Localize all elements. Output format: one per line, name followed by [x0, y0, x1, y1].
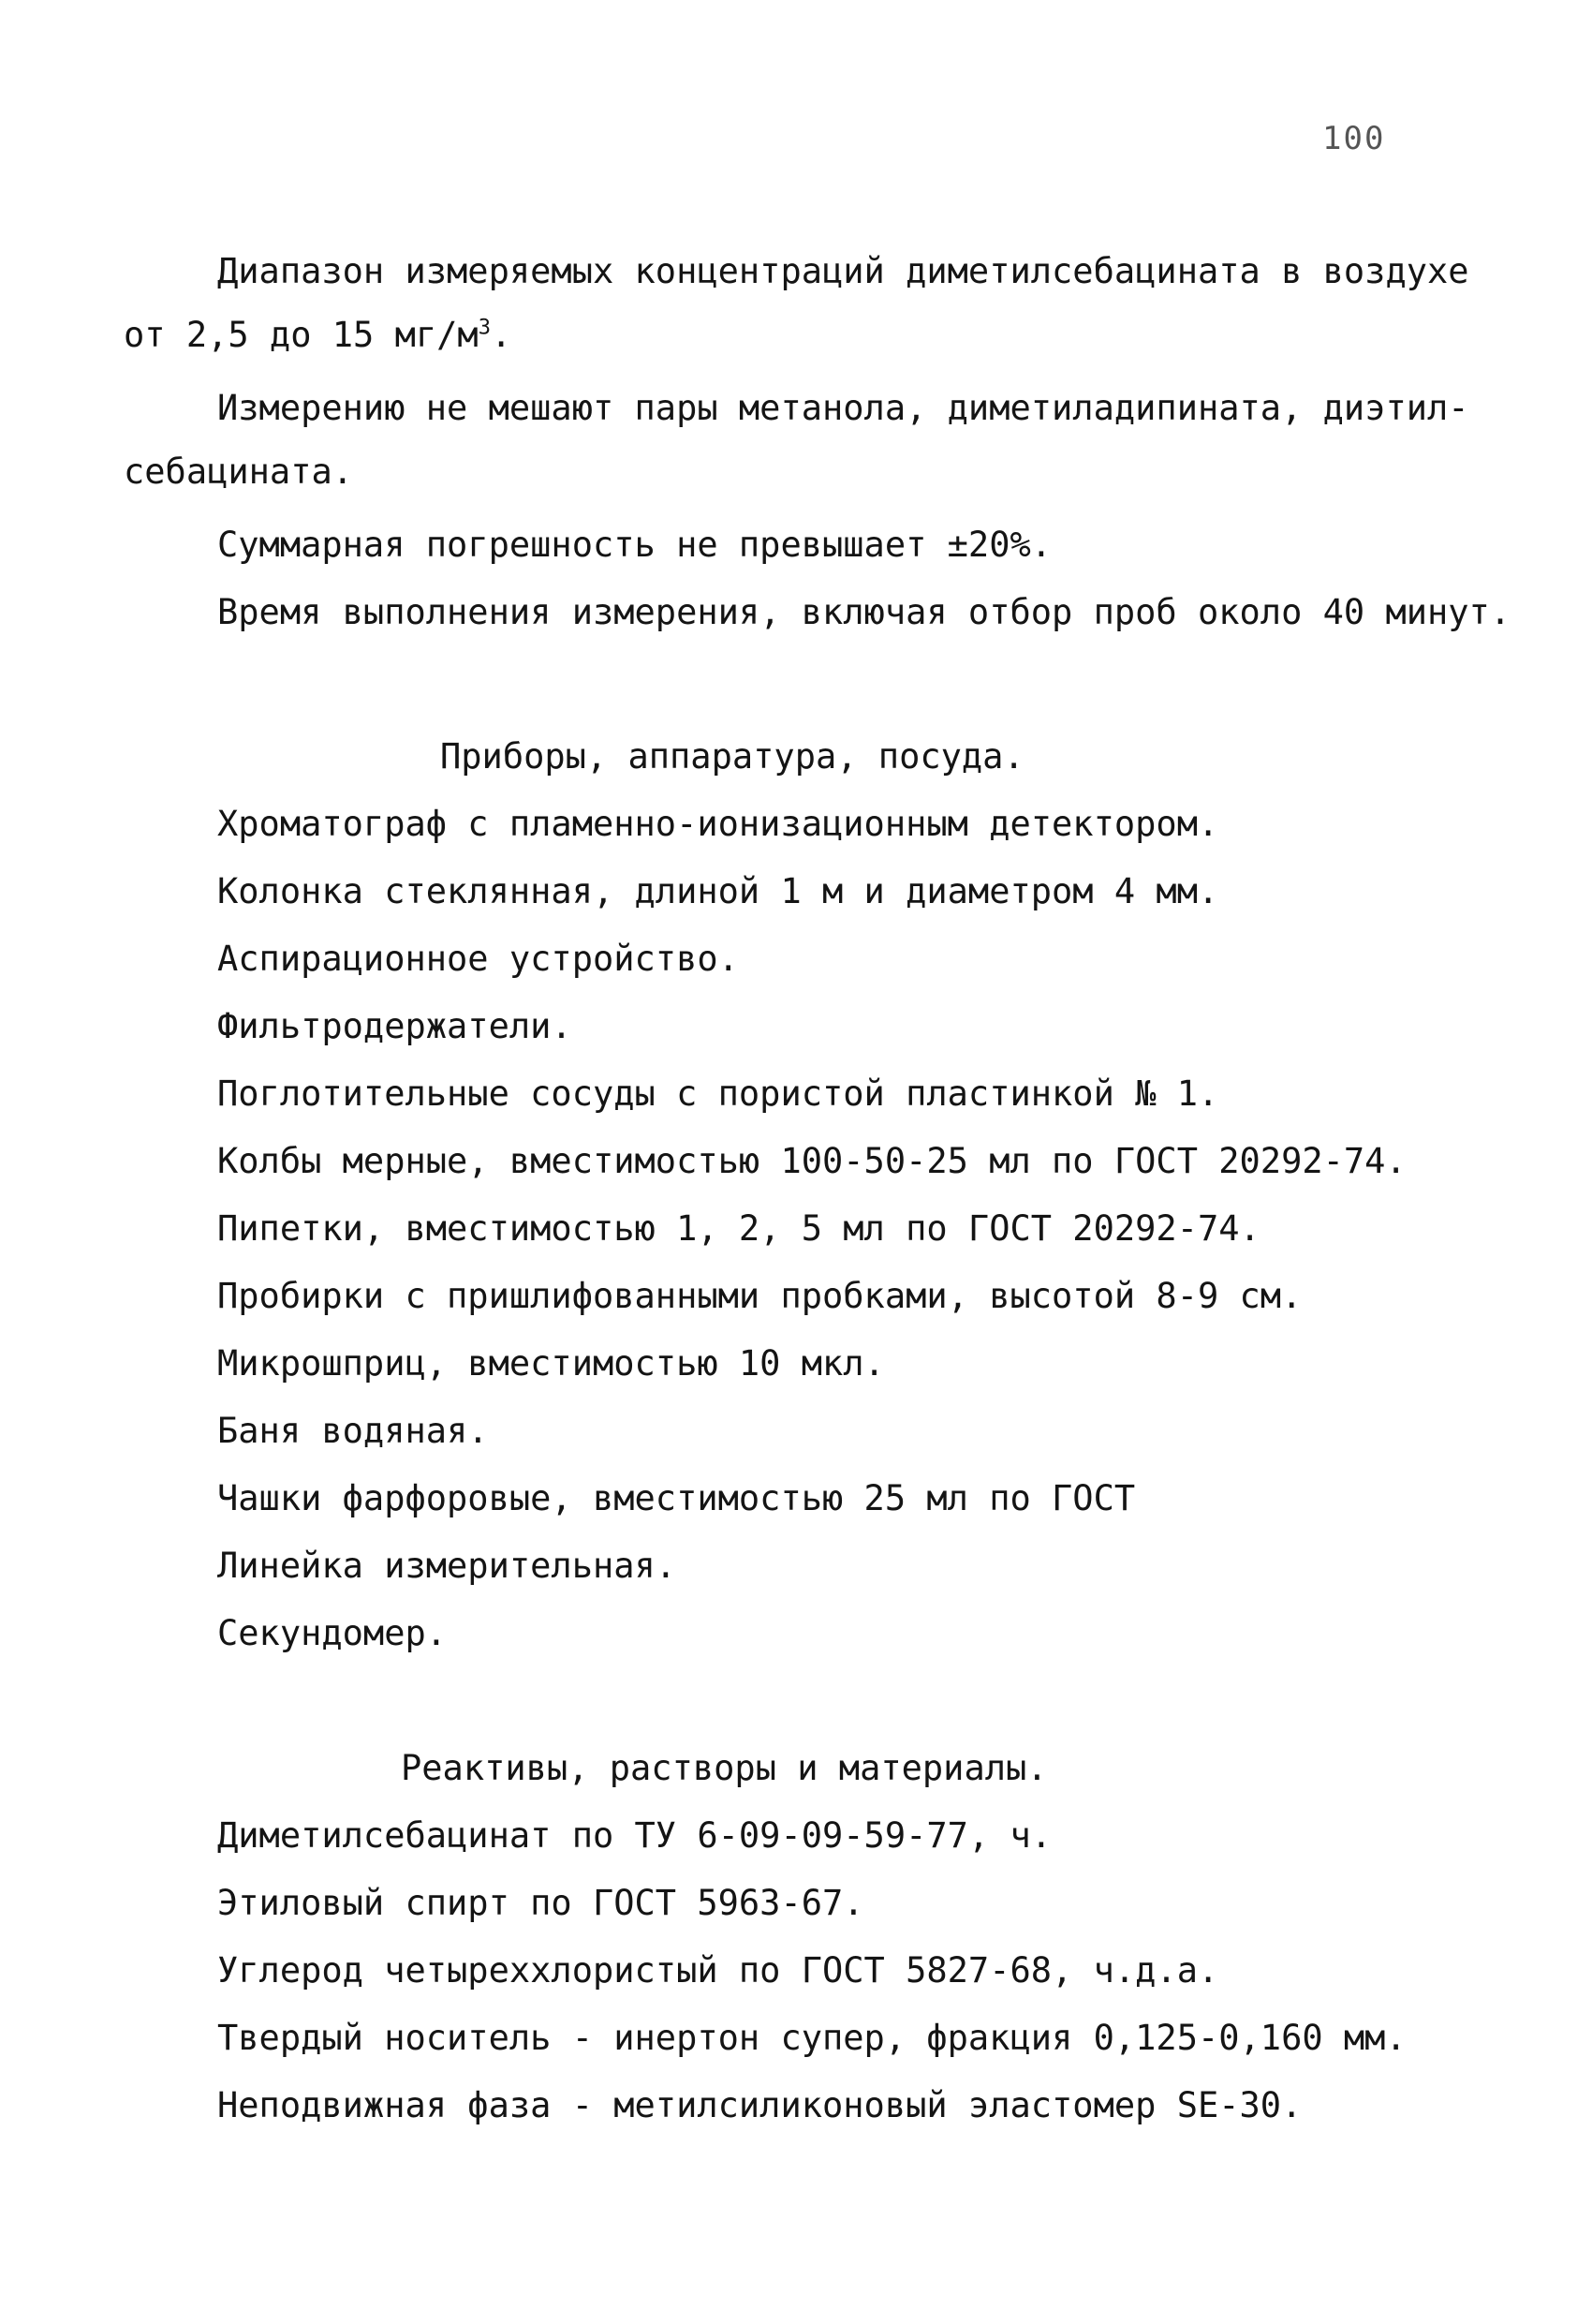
equipment-item: Пипетки, вместимостью 1, 2, 5 мл по ГОСТ 20292-74.	[217, 1208, 1260, 1249]
range-line-2	[124, 315, 511, 355]
equipment-item: Колбы мерные, вместимостью 100-50-25 мл по ГОСТ 20292-74.	[217, 1141, 1407, 1181]
equipment-item: Чашки фарфоровые, вместимостью 25 мл по ГОСТ	[217, 1478, 1136, 1518]
equipment-item: Микрошприц, вместимостью 10 мкл.	[217, 1343, 885, 1384]
range-value: от 2,5 до 15 мг/м	[124, 315, 479, 355]
reagent-item: Этиловый спирт по ГОСТ 5963-67.	[217, 1883, 864, 1923]
reagent-item: Твердый носитель - инертон супер, фракция 0,125-0,160 мм.	[217, 2018, 1407, 2058]
equipment-item: Колонка стеклянная, длиной 1 м и диаметром 4 мм.	[217, 871, 1219, 911]
equipment-item: Баня водяная.	[217, 1411, 489, 1451]
equipment-item: Секундомер.	[217, 1613, 448, 1653]
reagents-heading: Реактивы, растворы и материалы.	[401, 1748, 1048, 1788]
equipment-item: Хроматограф с пламенно-ионизационным детектором.	[217, 804, 1219, 844]
range-line-1: Диапазон измеряемых концентраций диметилсебацината в воздухе	[217, 251, 1469, 291]
error-line: Суммарная погрешность не превышает ±20%.	[217, 525, 1053, 565]
reagent-item: Неподвижная фаза - метилсиликоновый эластомер SE-30.	[217, 2085, 1303, 2125]
interference-line-1: Измерению не мешают пары метанола, диметиладипината, диэтил-	[217, 388, 1469, 428]
range-exponent: 3	[478, 316, 491, 340]
equipment-item: Фильтродержатели.	[217, 1006, 572, 1046]
time-line: Время выполнения измерения, включая отбор проб около 40 минут.	[217, 592, 1511, 632]
range-suffix: .	[490, 315, 512, 355]
reagent-item: Диметилсебацинат по ТУ 6-09-09-59-77, ч.	[217, 1815, 1053, 1856]
equipment-item: Поглотительные сосуды с пористой пластинкой № 1.	[217, 1073, 1219, 1114]
reagent-item: Углерод четыреххлористый по ГОСТ 5827-68, ч.д.а.	[217, 1950, 1219, 1991]
equipment-item: Аспирационное устройство.	[217, 939, 739, 979]
equipment-heading: Приборы, аппаратура, посуда.	[440, 736, 1024, 777]
equipment-item: Пробирки с пришлифованными пробками, высотой 8-9 см.	[217, 1276, 1303, 1316]
page-number: 100	[1322, 120, 1386, 157]
interference-line-2: себацината.	[124, 451, 354, 492]
equipment-item: Линейка измерительная.	[217, 1546, 677, 1586]
